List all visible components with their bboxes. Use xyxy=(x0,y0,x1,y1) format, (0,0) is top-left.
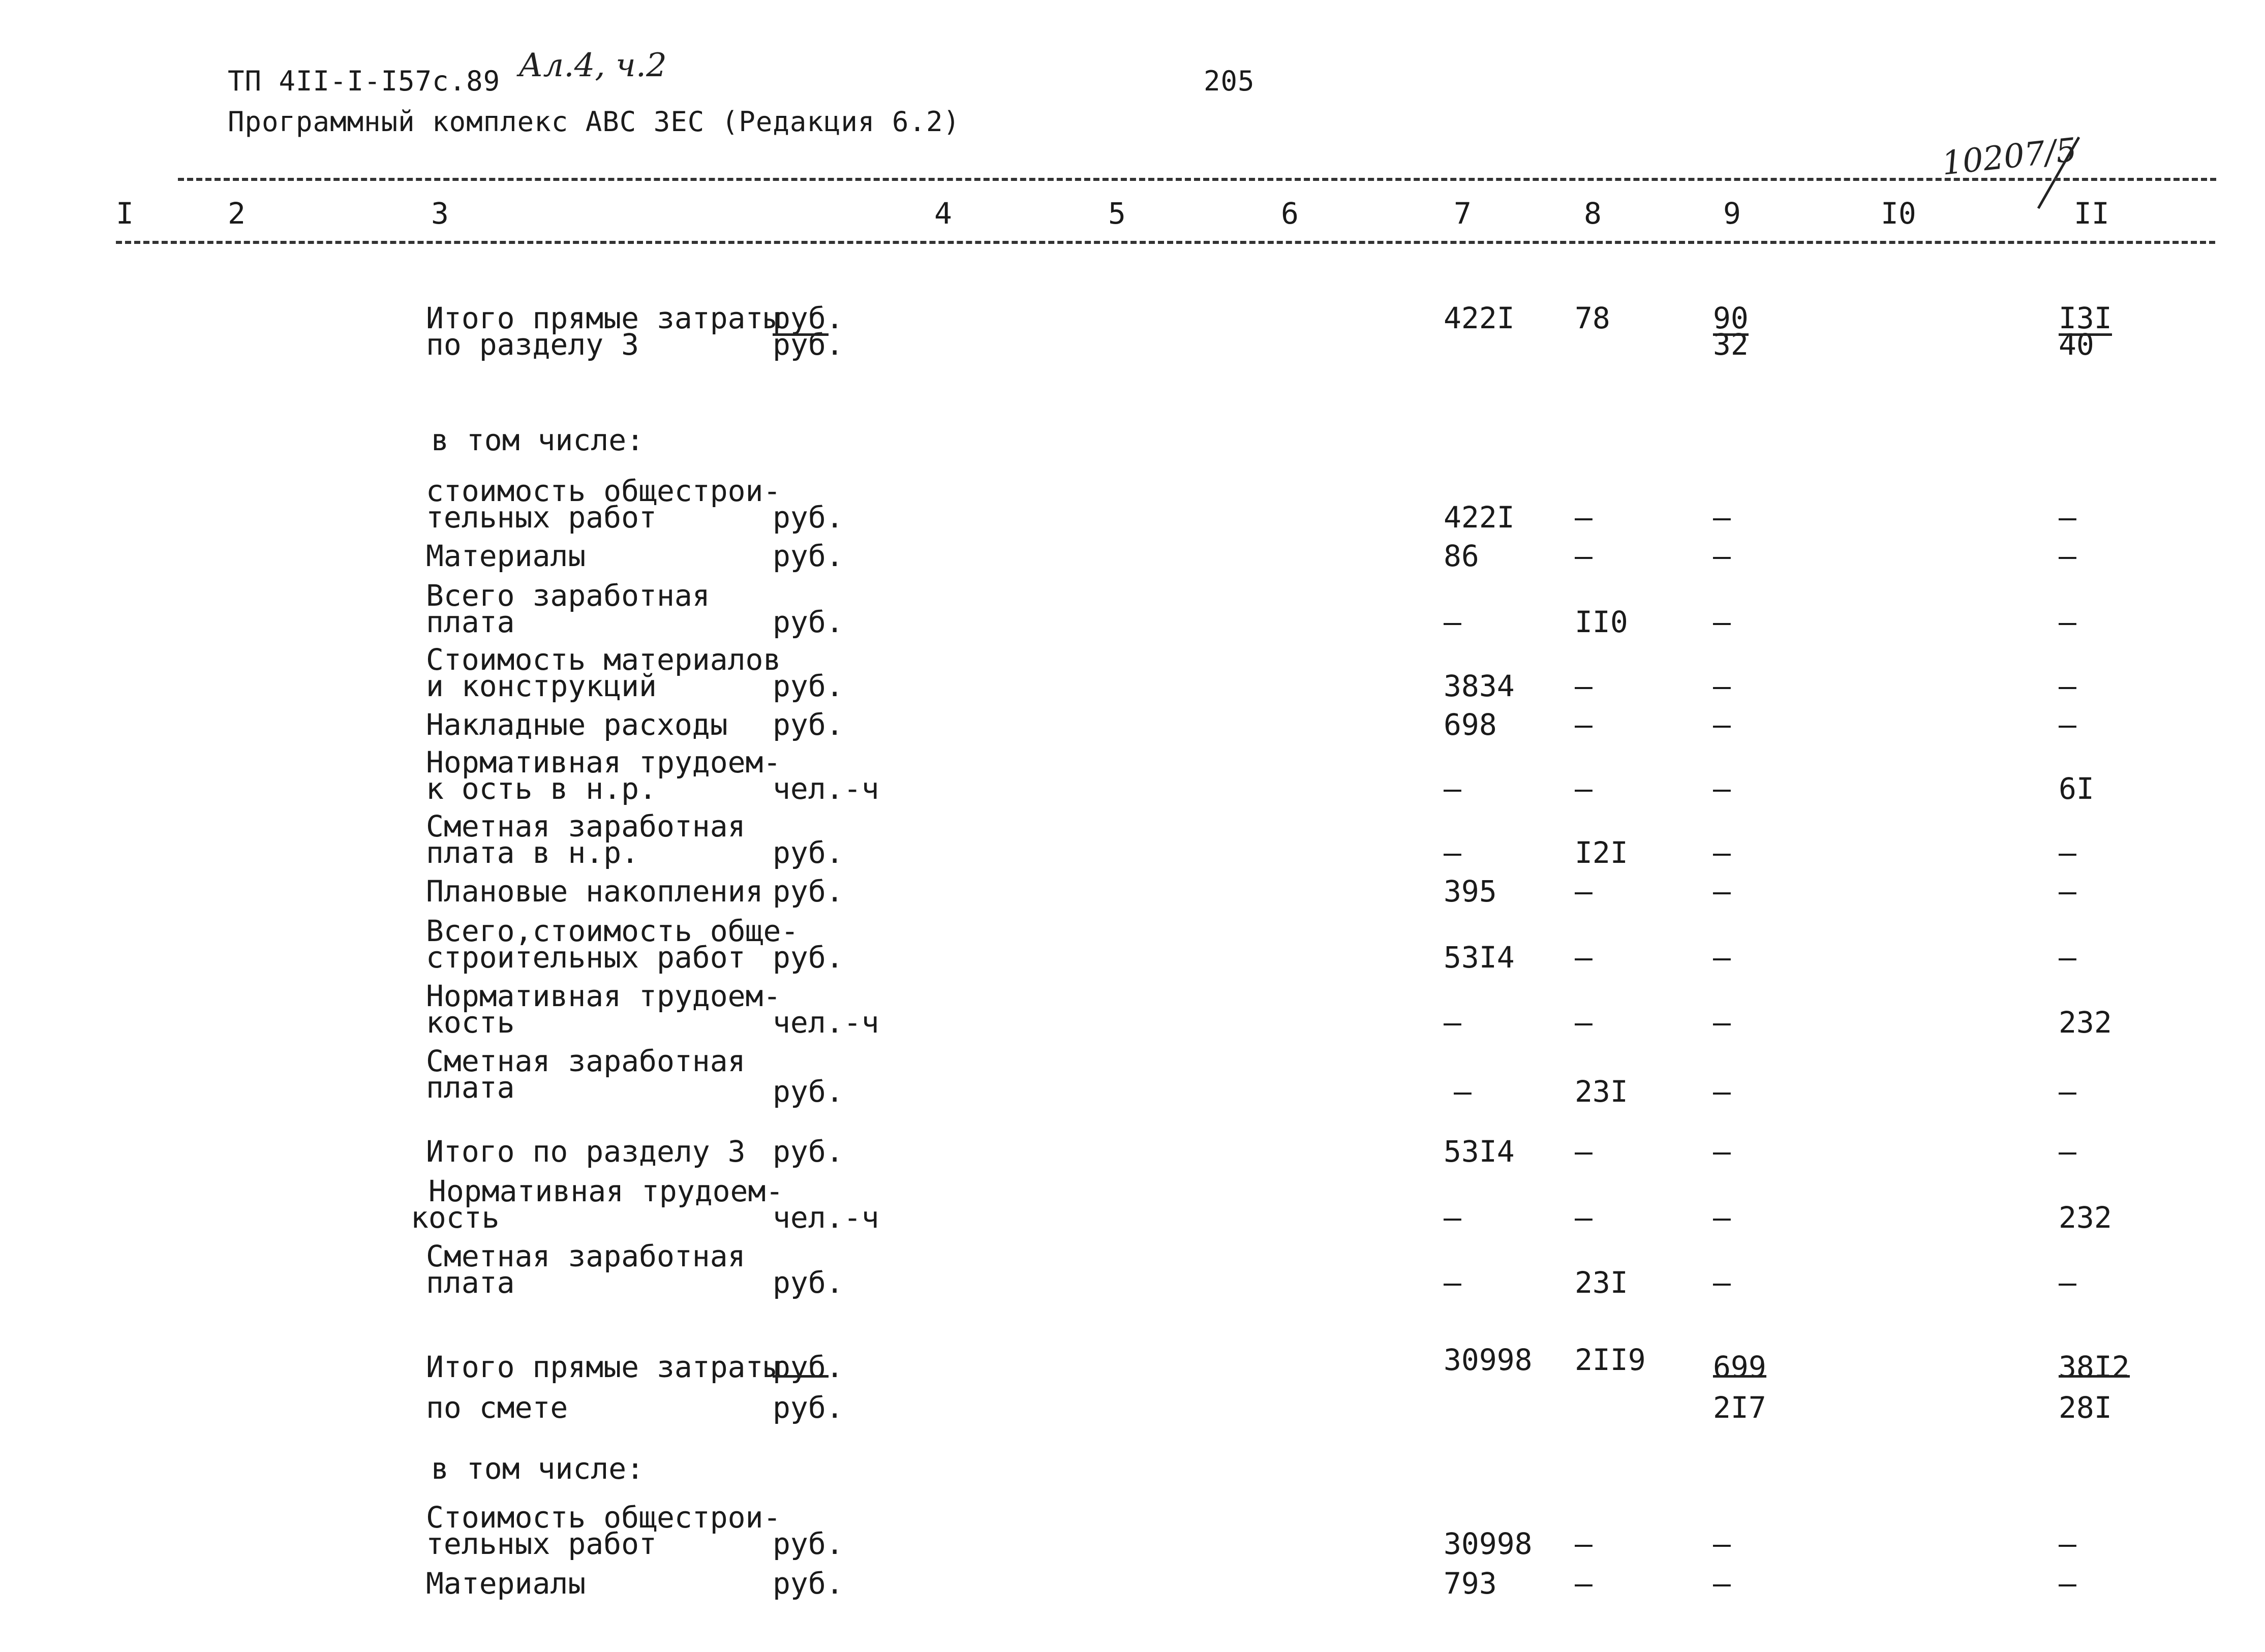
col9-value: – xyxy=(1713,771,1731,806)
col11-value: – xyxy=(2059,669,2076,703)
col9-value: – xyxy=(1713,539,1731,573)
row-unit: руб. xyxy=(773,1526,844,1561)
col8-value: – xyxy=(1575,1134,1593,1169)
row-unit: руб. xyxy=(773,835,844,870)
col11-value: 38I2 28I xyxy=(2059,1350,2130,1425)
row-unit: руб. xyxy=(773,669,844,703)
row-unit: руб. xyxy=(773,539,844,573)
row-description: Итого по разделу 3 xyxy=(426,1134,746,1169)
row-unit: руб. xyxy=(773,874,844,909)
col11-value: – xyxy=(2059,539,2076,573)
col9-value: – xyxy=(1713,1134,1731,1169)
column-number-2: 2 xyxy=(228,196,246,231)
col8-value: I2I xyxy=(1575,835,1628,870)
row-unit: руб. руб. xyxy=(773,1350,844,1425)
row-description: Материалы xyxy=(426,1566,586,1601)
col8-value: – xyxy=(1575,874,1593,909)
column-number-11: II xyxy=(2074,196,2109,231)
row-description: Итого прямые затраты по разделу 3 xyxy=(426,301,781,362)
col7-value: 53I4 xyxy=(1444,940,1515,975)
program-title: Программный комплекс АВС ЗЕС (Редакция 6.2) xyxy=(228,106,960,138)
col8-value: 78 xyxy=(1575,301,1610,335)
col7-value: 422I xyxy=(1444,301,1515,335)
column-number-3: 3 xyxy=(431,196,449,231)
col7-value: 30998 xyxy=(1444,1343,1533,1377)
col9-value: – xyxy=(1713,1074,1731,1109)
col7-value: – xyxy=(1444,1265,1461,1300)
col8-value: – xyxy=(1575,539,1593,573)
col11-value: – xyxy=(2059,1566,2076,1601)
row-description: Сметная заработная плата xyxy=(426,1239,746,1300)
col11-value: – xyxy=(2059,874,2076,909)
col11-value: – xyxy=(2059,500,2076,535)
column-number-8: 8 xyxy=(1584,196,1602,231)
col7-value: – xyxy=(1444,605,1461,639)
header-top-rule xyxy=(178,178,2216,181)
row-description: Сметная заработная плата в н.р. xyxy=(426,809,746,870)
row-unit: руб. руб. xyxy=(773,301,844,362)
col8-value: – xyxy=(1575,1200,1593,1235)
col7-value: – xyxy=(1444,1005,1461,1040)
col7-value: – xyxy=(1454,1074,1472,1109)
col7-value: 3834 xyxy=(1444,669,1515,703)
col11-value: – xyxy=(2059,605,2076,639)
col9-value: – xyxy=(1713,707,1731,742)
col7-value: 53I4 xyxy=(1444,1134,1515,1169)
col9-value: – xyxy=(1713,1526,1731,1561)
col11-value: 232 xyxy=(2059,1005,2112,1040)
row-unit: руб. xyxy=(773,1134,844,1169)
row-unit: руб. xyxy=(773,940,844,975)
col7-value: – xyxy=(1444,771,1461,806)
col9-value: – xyxy=(1713,500,1731,535)
col11-value: – xyxy=(2059,940,2076,975)
document-code: ТП 4II-I-I57с.89 xyxy=(228,65,501,97)
col9-value: 699 2I7 xyxy=(1713,1350,1766,1425)
col9-value: – xyxy=(1713,940,1731,975)
col9-value: – xyxy=(1713,1005,1731,1040)
col7-value: 86 xyxy=(1444,539,1479,573)
col7-value: 30998 xyxy=(1444,1526,1533,1561)
row-unit: руб. xyxy=(773,1265,844,1300)
col11-value: – xyxy=(2059,707,2076,742)
header-bottom-rule xyxy=(116,241,2215,244)
row-description: Стоимость общестрои- тельных работ xyxy=(426,1500,781,1561)
col8-value: – xyxy=(1575,1005,1593,1040)
col7-value: 793 xyxy=(1444,1566,1497,1601)
col11-value: 6I xyxy=(2059,771,2094,806)
col9-value: – xyxy=(1713,835,1731,870)
section-label-in-total: в том числе: xyxy=(431,423,645,457)
column-number-9: 9 xyxy=(1723,196,1741,231)
row-unit: руб. xyxy=(773,1566,844,1601)
underline-mark xyxy=(773,1375,829,1378)
section-label-in-total: в том числе: xyxy=(431,1451,645,1486)
col11-value: – xyxy=(2059,1526,2076,1561)
col7-value: – xyxy=(1444,1200,1461,1235)
row-unit: чел.-ч xyxy=(773,1200,879,1235)
col9-value: 90 32 xyxy=(1713,301,1749,362)
col8-value: – xyxy=(1575,940,1593,975)
row-description: Всего заработная плата xyxy=(426,578,710,639)
col8-value: 23I xyxy=(1575,1074,1628,1109)
column-number-4: 4 xyxy=(934,196,952,231)
col11-value: – xyxy=(2059,1265,2076,1300)
col8-value: – xyxy=(1575,1566,1593,1601)
row-unit: руб. xyxy=(773,707,844,742)
stamp-number: 10207/5 xyxy=(1940,131,2079,183)
row-description: стоимость общестрои- тельных работ xyxy=(426,474,781,535)
row-description: Нормативная трудоем- к ость в н.р. xyxy=(426,745,781,806)
col11-value: I3I 40 xyxy=(2059,301,2112,362)
col9-value: – xyxy=(1713,669,1731,703)
row-description: Плановые накопления xyxy=(426,874,763,909)
row-description: Всего,стоимость обще- строительных работ xyxy=(426,914,799,975)
row-description: Итого прямые затраты по смете xyxy=(426,1350,781,1425)
underline-mark xyxy=(1713,333,1749,336)
col8-value: – xyxy=(1575,1526,1593,1561)
col7-value: 422I xyxy=(1444,500,1515,535)
col7-value: 395 xyxy=(1444,874,1497,909)
underline-mark xyxy=(1713,1375,1766,1378)
row-unit: руб. xyxy=(773,605,844,639)
column-number-6: 6 xyxy=(1281,196,1299,231)
underline-mark xyxy=(773,333,829,336)
col8-value: – xyxy=(1575,669,1593,703)
row-unit: руб. xyxy=(773,1074,844,1109)
underline-mark xyxy=(2059,1375,2130,1378)
row-description: Сметная заработная плата xyxy=(426,1044,746,1105)
column-number-7: 7 xyxy=(1454,196,1472,231)
column-number-5: 5 xyxy=(1108,196,1126,231)
page-number: 205 xyxy=(1204,65,1255,97)
col9-value: – xyxy=(1713,1265,1731,1300)
col8-value: 23I xyxy=(1575,1265,1628,1300)
col11-value: – xyxy=(2059,1134,2076,1169)
col9-value: – xyxy=(1713,1200,1731,1235)
col11-value: – xyxy=(2059,1074,2076,1109)
column-number-10: I0 xyxy=(1881,196,1916,231)
col9-value: – xyxy=(1713,1566,1731,1601)
handwritten-reference: Ал.4, ч.2 xyxy=(518,47,667,84)
column-number-1: I xyxy=(116,196,134,231)
row-unit: руб. xyxy=(773,500,844,535)
col9-value: – xyxy=(1713,605,1731,639)
row-unit: чел.-ч xyxy=(773,1005,879,1040)
underline-mark xyxy=(2059,333,2112,336)
col8-value: – xyxy=(1575,500,1593,535)
col8-value: II0 xyxy=(1575,605,1628,639)
col8-value: – xyxy=(1575,771,1593,806)
row-description: Накладные расходы xyxy=(426,707,728,742)
row-unit: чел.-ч xyxy=(773,771,879,806)
col8-value: – xyxy=(1575,707,1593,742)
col8-value: 2II9 xyxy=(1575,1343,1646,1377)
col7-value: 698 xyxy=(1444,707,1497,742)
col11-value: 232 xyxy=(2059,1200,2112,1235)
col7-value: – xyxy=(1444,835,1461,870)
row-description: Нормативная трудоем- кость xyxy=(411,1174,784,1235)
col11-value: – xyxy=(2059,835,2076,870)
row-description: Стоимость материалов и конструкций xyxy=(426,642,781,703)
col9-value: – xyxy=(1713,874,1731,909)
row-description: Нормативная трудоем- кость xyxy=(426,979,781,1040)
row-description: Материалы xyxy=(426,539,586,573)
